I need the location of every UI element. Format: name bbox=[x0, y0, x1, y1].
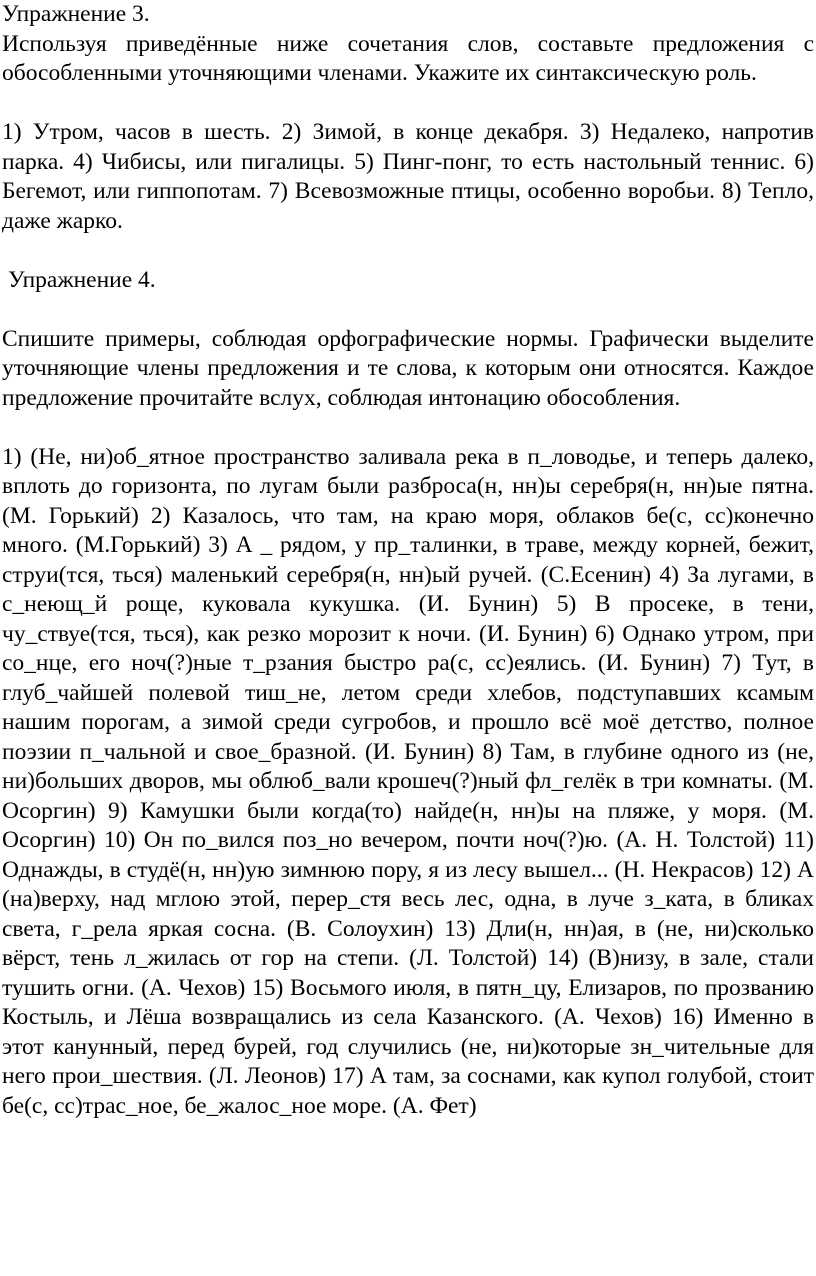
spacer bbox=[2, 295, 814, 325]
exercise-3-title: Упражнение 3. bbox=[2, 1, 150, 27]
spacer bbox=[2, 89, 814, 119]
exercise-3-items: 1) Утром, часов в шесть. 2) Зимой, в конце декабря. 3) Недалеко, напротив парка. 4) Чибисы, или пигалицы. 5) Пинг-понг, то есть настольный теннис. 6) Бегемот, или гиппопотам. 7) Всевозможные птицы, особенно воробьи. 8) Тепло, даже жарко. bbox=[2, 119, 814, 234]
spacer bbox=[2, 236, 814, 266]
exercise-4-items: 1) (Не, ни)об_ятное пространство заливала река в п_ловодье, и теперь далеко, вплоть до горизонта, по лугам были разброса(н, нн)ы серебря(н, нн)ые пятна. (М. Горький) 2) Казалось, что там, на краю моря, облаков бе(с, сс)конечно много. (М.Горький) 3) А _ рядом, у пр_талинки, в траве, между корней, бежит, струи(тся, ться) маленький серебря(н, нн)ый ручей. (С.Есенин) 4) За лугами, в с_неющ_й роще, куковала кукушка. (И. Бунин) 5) В просеке, в тени, чу_ствуе(тся, ться), как резко морозит к ночи. (И. Бунин) 6) Однако утром, при со_нце, его ноч(?)ные т_рзания быстро ра(с, сс)еялись. (И. Бунин) 7) Тут, в глуб_чайшей полевой тиш_не, летом среди хлебов, подступавших ксамым нашим порогам, а зимой среди сугробов, и прошло всё моё детство, полное поэзии п_чальной и свое_бразной. (И. Бунин) 8) Там, в глубине одного из (не, ни)больших дворов, мы облюб_вали крошеч(?)ный фл_гелёк в три комнаты. (М. Осоргин) 9) Камушки были когда(то) найде(н, нн)ы на пляже, у моря. (М. Осоргин) 10) Он по_вился поз_но вечером, почти ноч(?)ю. (А. Н. Толстой) 11) Однажды, в студё(н, нн)ую зимнюю пору, я из лесу вышел... (Н. Некрасов) 12) А (на)верху, над мглою этой, перер_стя весь лес, одна, в луче з_ката, в бликах света, г_рела яркая сосна. (В. Солоухин) 13) Дли(н, нн)ая, в (не, ни)сколько вёрст, тень л_жилась от гор на степи. (Л. Толстой) 14) (В)низу, в зале, стали тушить огни. (А. Чехов) 15) Восьмого июля, в пятн_цу, Елизаров, по прозванию Костыль, и Лёша возвращались из села Казанского. (А. Чехов) 16) Именно в этот канунный, перед бурей, год случились (не, ни)которые зн_чительные для него прои_шествия. (Л. Леонов) 17) А там, за соснами, как купол голубой, стоит бе(с, сс)трас_ное, бе_жалос_ное море. (А. Фет) bbox=[2, 443, 814, 1119]
document-page bbox=[2, 0, 814, 1121]
exercise-4-instruction: Спишите примеры, соблюдая орфографические нормы. Графически выделите уточняющие члены предложения и те слова, к которым они относятся. Каждое предложение прочитайте вслух, соблюдая интонацию обособления. bbox=[2, 325, 814, 411]
exercise-3-instruction: Используя приведённые ниже сочетания слов, составьте предложения с обособленными уточняющими членами. Укажите их синтаксическую роль. bbox=[2, 30, 814, 86]
spacer bbox=[2, 413, 814, 443]
exercise-4-title: Упражнение 4. bbox=[8, 266, 156, 293]
